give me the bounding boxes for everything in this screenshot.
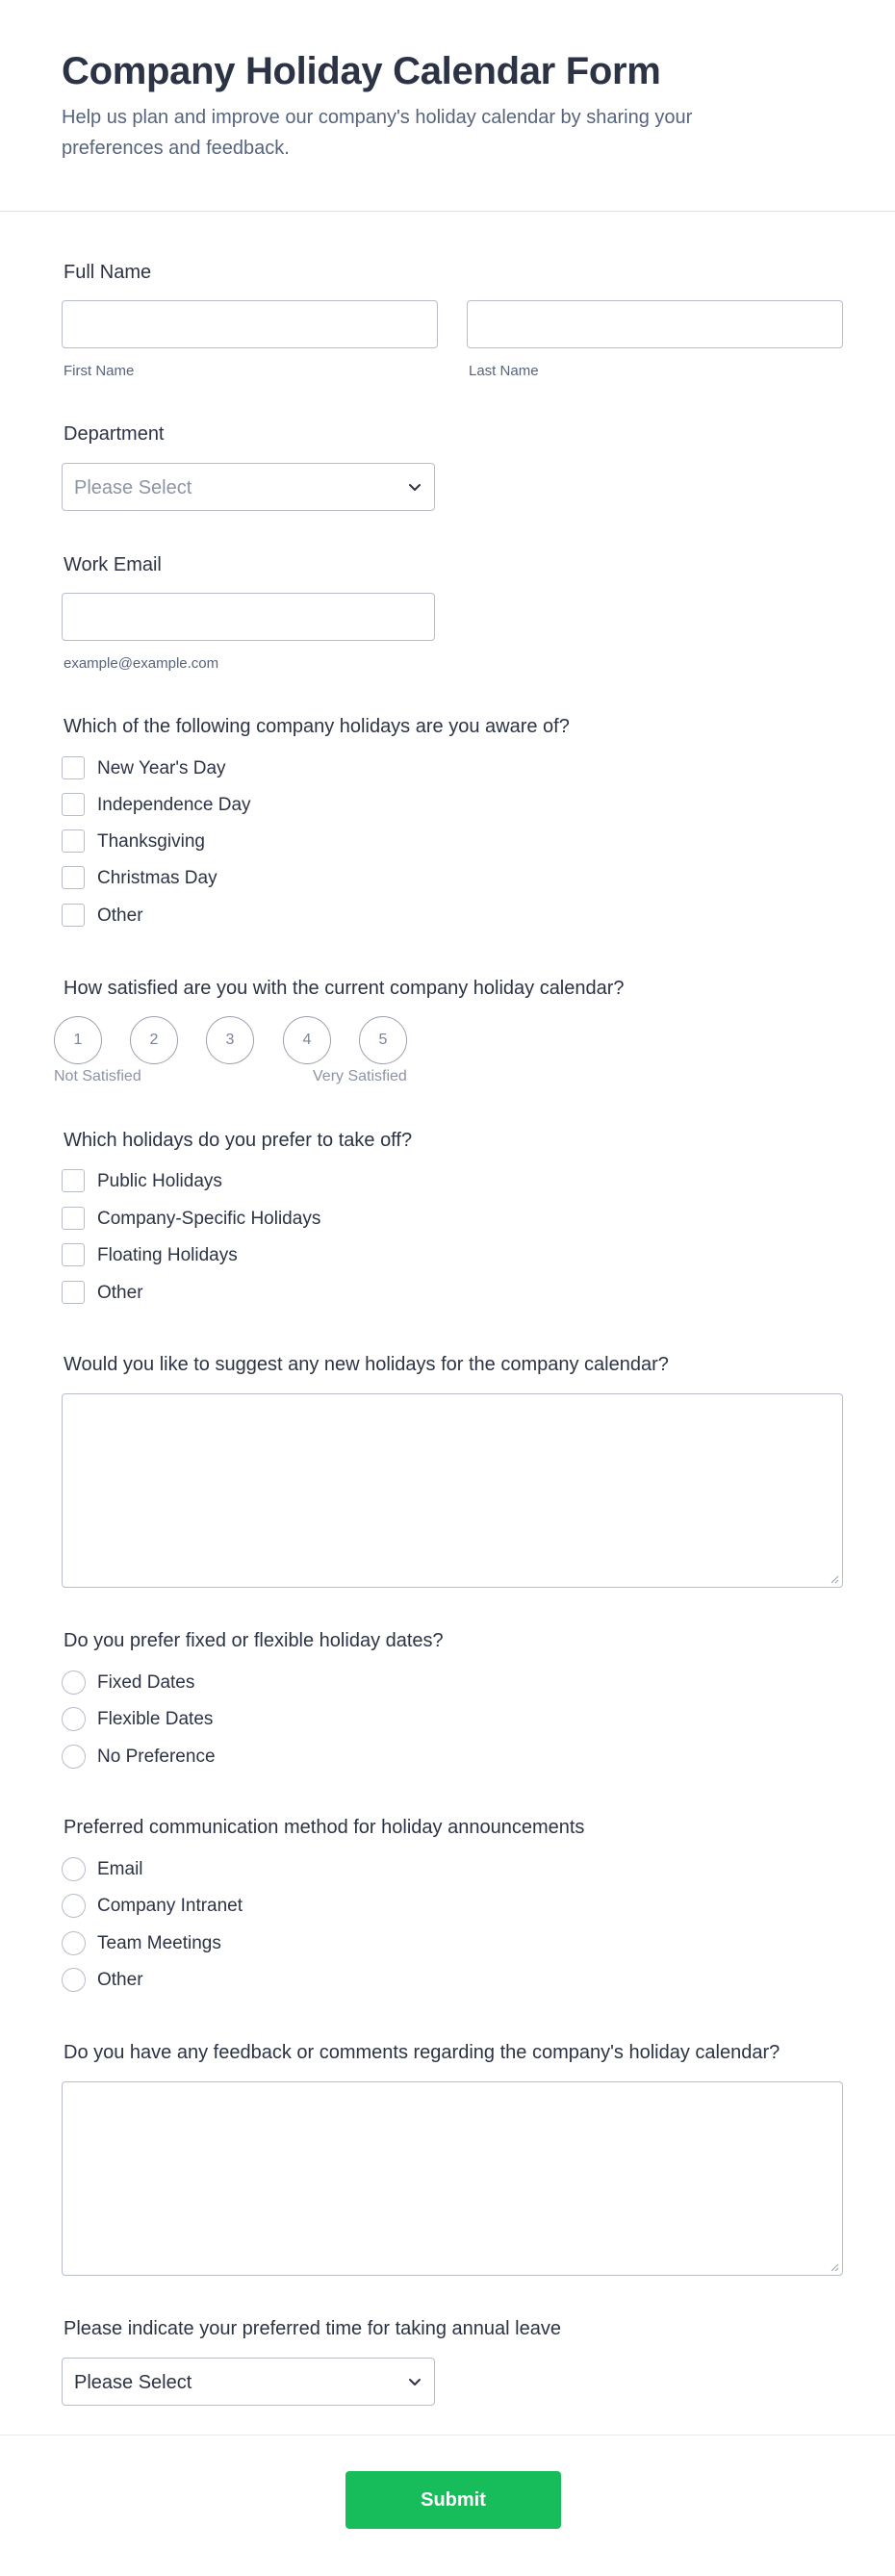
radio-button[interactable] <box>62 1894 86 1918</box>
option-label: Company Intranet <box>97 1896 243 1916</box>
last-name-sublabel: Last Name <box>469 363 539 379</box>
department-select[interactable] <box>62 463 435 511</box>
form-subtitle: Help us plan and improve our company's holiday calendar by sharing your preferences and feedback. <box>62 107 693 159</box>
last-name-input[interactable] <box>467 300 843 348</box>
option-label: Independence Day <box>97 795 251 815</box>
department-label: Department <box>64 423 165 445</box>
checkbox[interactable] <box>62 1169 85 1192</box>
checkbox[interactable] <box>62 1243 85 1266</box>
annual-leave-label: Please indicate your preferred time for taking annual leave <box>64 2318 561 2339</box>
checkbox[interactable] <box>62 1207 85 1230</box>
department-selected-value: Please Select <box>74 477 192 498</box>
first-name-input[interactable] <box>62 300 438 348</box>
date-preference-label: Do you prefer fixed or flexible holiday dates? <box>64 1630 444 1651</box>
suggest-holidays-textarea[interactable] <box>62 1393 843 1588</box>
option-label: Email <box>97 1859 143 1879</box>
form-header <box>0 0 895 212</box>
option-label: Company-Specific Holidays <box>97 1209 321 1229</box>
checkbox[interactable] <box>62 756 85 779</box>
radio-button[interactable] <box>62 1968 86 1992</box>
option-label: New Year's Day <box>97 758 226 778</box>
full-name-label: Full Name <box>64 262 152 283</box>
resize-handle-icon[interactable] <box>830 1574 839 1584</box>
radio-button[interactable] <box>62 1745 86 1769</box>
rating-low-caption: Not Satisfied <box>54 1068 141 1084</box>
option-label: Other <box>97 1283 143 1303</box>
radio-button[interactable] <box>62 1671 86 1695</box>
option-label: Floating Holidays <box>97 1245 238 1265</box>
option-label: Flexible Dates <box>97 1709 214 1729</box>
rating-option-3[interactable]: 3 <box>206 1016 254 1064</box>
rating-option-1[interactable]: 1 <box>54 1016 102 1064</box>
option-label: Other <box>97 905 143 926</box>
checkbox[interactable] <box>62 829 85 853</box>
rating-option-4[interactable]: 4 <box>283 1016 331 1064</box>
footer-divider <box>0 2435 895 2436</box>
option-label: No Preference <box>97 1747 216 1767</box>
option-label: Team Meetings <box>97 1933 221 1953</box>
radio-button[interactable] <box>62 1707 86 1731</box>
option-label: Fixed Dates <box>97 1672 195 1693</box>
checkbox[interactable] <box>62 793 85 816</box>
radio-button[interactable] <box>62 1931 86 1955</box>
annual-leave-select[interactable] <box>62 2358 435 2406</box>
work-email-label: Work Email <box>64 554 162 575</box>
checkbox[interactable] <box>62 866 85 889</box>
form-title: Company Holiday Calendar Form <box>62 50 661 92</box>
chevron-down-icon <box>407 479 422 495</box>
holidays-aware-label: Which of the following company holidays are you aware of? <box>64 716 570 737</box>
checkbox[interactable] <box>62 904 85 927</box>
work-email-input[interactable] <box>62 593 435 641</box>
rating-option-5[interactable]: 5 <box>359 1016 407 1064</box>
suggest-holidays-label: Would you like to suggest any new holidays for the company calendar? <box>64 1354 669 1375</box>
submit-button[interactable]: Submit <box>345 2471 561 2529</box>
rating-option-2[interactable]: 2 <box>130 1016 178 1064</box>
feedback-label: Do you have any feedback or comments regarding the company's holiday calendar? <box>64 2042 780 2063</box>
communication-label: Preferred communication method for holiday announcements <box>64 1817 585 1838</box>
feedback-textarea[interactable] <box>62 2081 843 2276</box>
option-label: Other <box>97 1970 143 1990</box>
resize-handle-icon[interactable] <box>830 2262 839 2272</box>
annual-leave-selected-value: Please Select <box>74 2372 192 2393</box>
option-label: Thanksgiving <box>97 831 205 852</box>
work-email-sublabel: example@example.com <box>64 655 219 672</box>
first-name-sublabel: First Name <box>64 363 135 379</box>
rating-high-caption: Very Satisfied <box>313 1068 407 1084</box>
satisfaction-label: How satisfied are you with the current company holiday calendar? <box>64 978 625 999</box>
chevron-down-icon <box>407 2374 422 2389</box>
radio-button[interactable] <box>62 1857 86 1881</box>
checkbox[interactable] <box>62 1281 85 1304</box>
holidays-prefer-label: Which holidays do you prefer to take off? <box>64 1130 413 1151</box>
option-label: Christmas Day <box>97 868 217 888</box>
option-label: Public Holidays <box>97 1171 222 1191</box>
